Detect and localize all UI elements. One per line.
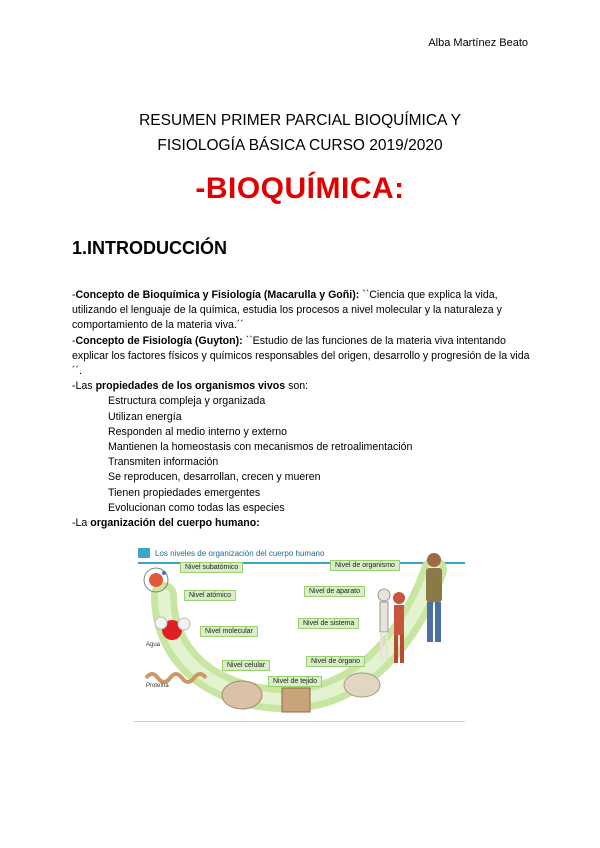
label-molecular: Nivel molecular [200, 626, 258, 637]
list-item: Tienen propiedades emergentes [108, 486, 261, 499]
label-tissue: Nivel de tejido [268, 676, 322, 687]
intro-suffix: son: [285, 380, 309, 393]
concept-text: ``Estudio de las funciones de la materia viva intentando explicar los factores físicos y químicos responsables del origen, desarrollo y progresión de la vida´´. [72, 334, 530, 378]
label-organ: Nivel de órgano [306, 656, 365, 667]
paragraph-concept-biochem [72, 288, 532, 334]
concept-label: Concepto de Fisiología (Guyton): [75, 334, 243, 347]
intro-text: -La [72, 517, 91, 530]
organization-label: organización del cuerpo humano: [90, 517, 260, 530]
figure-title: Los niveles de organización del cuerpo humano [155, 548, 325, 558]
figure-bottom-rule [134, 721, 465, 722]
label-organism: Nivel de organismo [330, 560, 400, 571]
list-item: Estructura compleja y organizada [108, 395, 266, 408]
label-system: Nivel de sistema [298, 618, 359, 629]
cell-icon [222, 681, 262, 709]
list-item: Mantienen la homeostasis con mecanismos de retroalimentación [108, 441, 413, 454]
properties-list [72, 394, 532, 516]
properties-label: propiedades de los organismos vivos [95, 380, 286, 393]
intro-text: -Las [72, 380, 96, 393]
tissue-icon [282, 688, 310, 712]
dash: - [72, 289, 76, 301]
paragraph-concept-physiology [72, 334, 532, 380]
label-atomic: Nivel atómico [184, 590, 236, 601]
label-water: Agua [146, 642, 161, 648]
paragraph-properties [72, 379, 532, 394]
list-item: Evolucionan como todas las especies [108, 501, 285, 514]
document-title [0, 108, 600, 158]
organ-icon [344, 673, 380, 697]
list-item: Se reproducen, desarrollan, crecen y mueren [108, 471, 321, 484]
list-item: Responden al medio interno y externo [108, 425, 288, 438]
concept-label: Concepto de Bioquímica y Fisiología (Macarulla y Goñi): [75, 289, 360, 301]
dash: - [72, 334, 76, 347]
label-subatomic: Nivel subatómico [180, 562, 243, 573]
author-name: Alba Martínez Beato [428, 37, 528, 49]
section-heading: 1.INTRODUCCIÓN [72, 238, 228, 258]
title-line-2: FISIOLOGÍA BÁSICA CURSO 2019/2020 [157, 137, 443, 154]
subject-heading: -BIOQUÍMICA: [195, 172, 405, 205]
document-body [72, 288, 532, 531]
organization-levels-figure [134, 540, 465, 720]
concept-text: ``Ciencia que explica la vida, utilizando el lenguaje de la química, estudia los procesos a nivel molecular y la naturaleza y comportamiento de la materia viva.´´ [72, 289, 502, 332]
list-item: Utilizan energía [108, 410, 182, 423]
title-line-1: RESUMEN PRIMER PARCIAL BIOQUÍMICA Y [139, 112, 461, 129]
list-item: Transmiten información [108, 456, 219, 469]
label-apparatus: Nivel de aparato [304, 586, 365, 597]
label-cellular: Nivel celular [222, 660, 270, 671]
label-protein: Proteína [146, 683, 169, 689]
paragraph-organization [72, 516, 532, 531]
